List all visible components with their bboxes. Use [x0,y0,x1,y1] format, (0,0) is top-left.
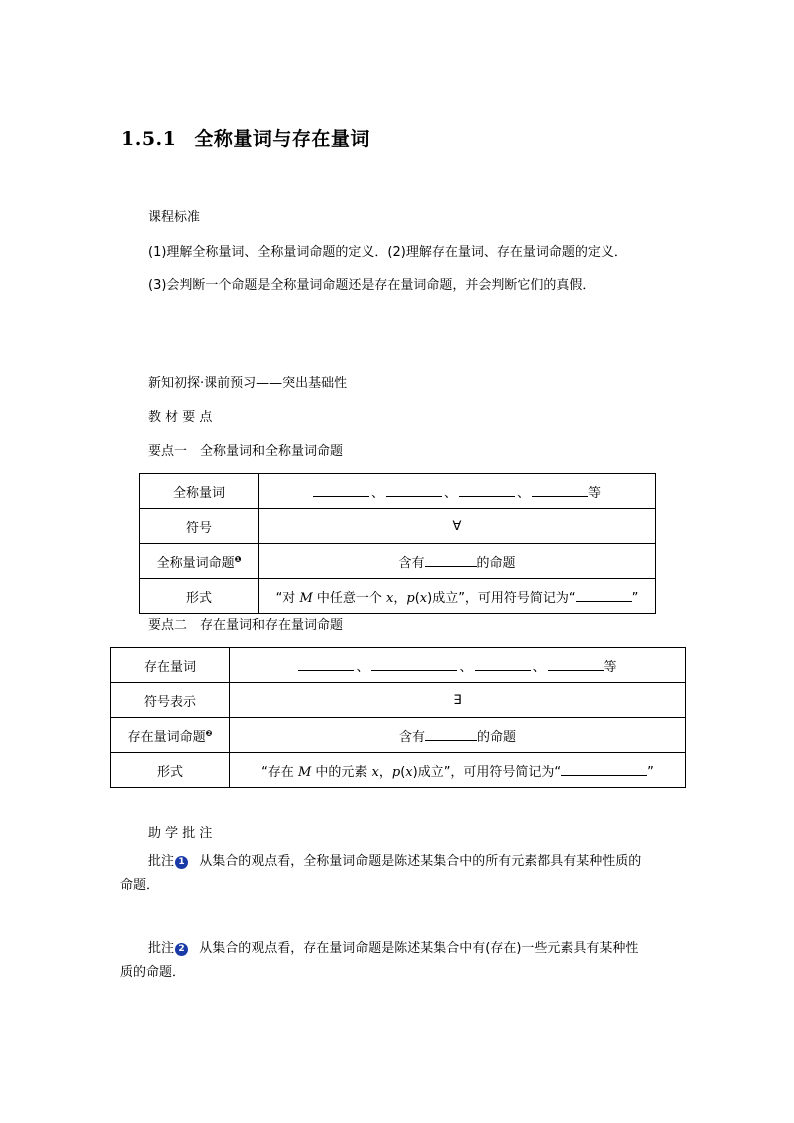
fill-blank[interactable] [313,484,369,497]
table-row [111,718,686,753]
forall-symbol: ∀ [259,509,656,544]
note-label: 批注 [148,941,175,956]
fill-blank[interactable] [371,658,457,671]
note-number-icon: 2 [175,943,188,956]
annotation-marker: ❷ [205,728,213,738]
table-label: 存在量词命题$^❷$ [111,718,230,753]
etc-text: 等 [588,485,602,501]
table-row [111,648,686,683]
table-label: 形式 [111,753,230,788]
table-row [140,579,656,614]
universal-quantifier-table [139,473,656,614]
subsection-heading: 教 材 要 点 [148,410,213,425]
table-label: 符号 [140,509,259,544]
annotation-marker: ❶ [234,554,242,564]
note-2-line-1: 批注 2 从集合的观点看，存在量词命题是陈述某集合中有(存在)一些元素具有某种性 [148,941,639,956]
fill-blank[interactable] [532,484,588,497]
table-label: 全称量词 [140,474,259,509]
fill-blank[interactable] [548,658,604,671]
page-title [121,124,370,151]
note-label: 批注 [148,854,175,869]
fill-blank[interactable] [425,554,477,567]
etc-text: 等 [603,659,617,675]
fill-blank[interactable] [576,589,632,602]
fill-blank[interactable] [386,484,442,497]
table-value: “对 M 中任意一个 x，p(x)成立”，可用符号简记为“ ” [259,579,656,614]
standard-heading: 课程标准 [148,210,201,225]
table-value: 、 、 、 等 [230,648,686,683]
note-2-line-2: 质的命题． [120,965,186,980]
table-value: “存在 M 中的元素 x，p(x)成立”，可用符号简记为“ ” [230,753,686,788]
section-heading: 新知初探·课前预习——突出基础性 [148,376,348,391]
title-text: 全称量词与存在量词 [194,128,370,150]
note-1-line-1: 批注 1 从集合的观点看，全称量词命题是陈述某集合中的所有元素都具有某种性质的 [148,854,642,869]
note-number-icon: 1 [175,856,188,869]
point-2-heading: 要点二 存在量词和存在量词命题 [148,618,344,633]
note-1-line-2: 命题． [120,878,160,893]
fill-blank[interactable] [298,658,354,671]
exists-symbol: ∃ [230,683,686,718]
table-label: 形式 [140,579,259,614]
fill-blank[interactable] [561,763,647,776]
table-row [140,544,656,579]
table-label: 全称量词命题$^❶$ [140,544,259,579]
fill-blank[interactable] [425,728,477,741]
standard-line-2: (3)会判断一个命题是全称量词命题还是存在量词命题，并会判断它们的真假． [148,278,596,293]
table-value: 含有 的命题 [230,718,686,753]
point-1-heading: 要点一 全称量词和全称量词命题 [148,444,344,459]
table-value: 、 、 、 等 [259,474,656,509]
table-label: 符号表示 [111,683,230,718]
fill-blank[interactable] [459,484,515,497]
standard-line-1: (1)理解全称量词、全称量词命题的定义．(2)理解存在量词、存在量词命题的定义． [148,245,627,260]
table-row [111,753,686,788]
table-row [111,683,686,718]
notes-heading: 助 学 批 注 [148,826,213,841]
table-row [140,509,656,544]
table-label: 存在量词 [111,648,230,683]
fill-blank[interactable] [475,658,531,671]
existential-quantifier-table [110,647,686,788]
table-row [140,474,656,509]
table-value: 含有 的命题 [259,544,656,579]
title-number: 1.5.1 [121,128,177,150]
